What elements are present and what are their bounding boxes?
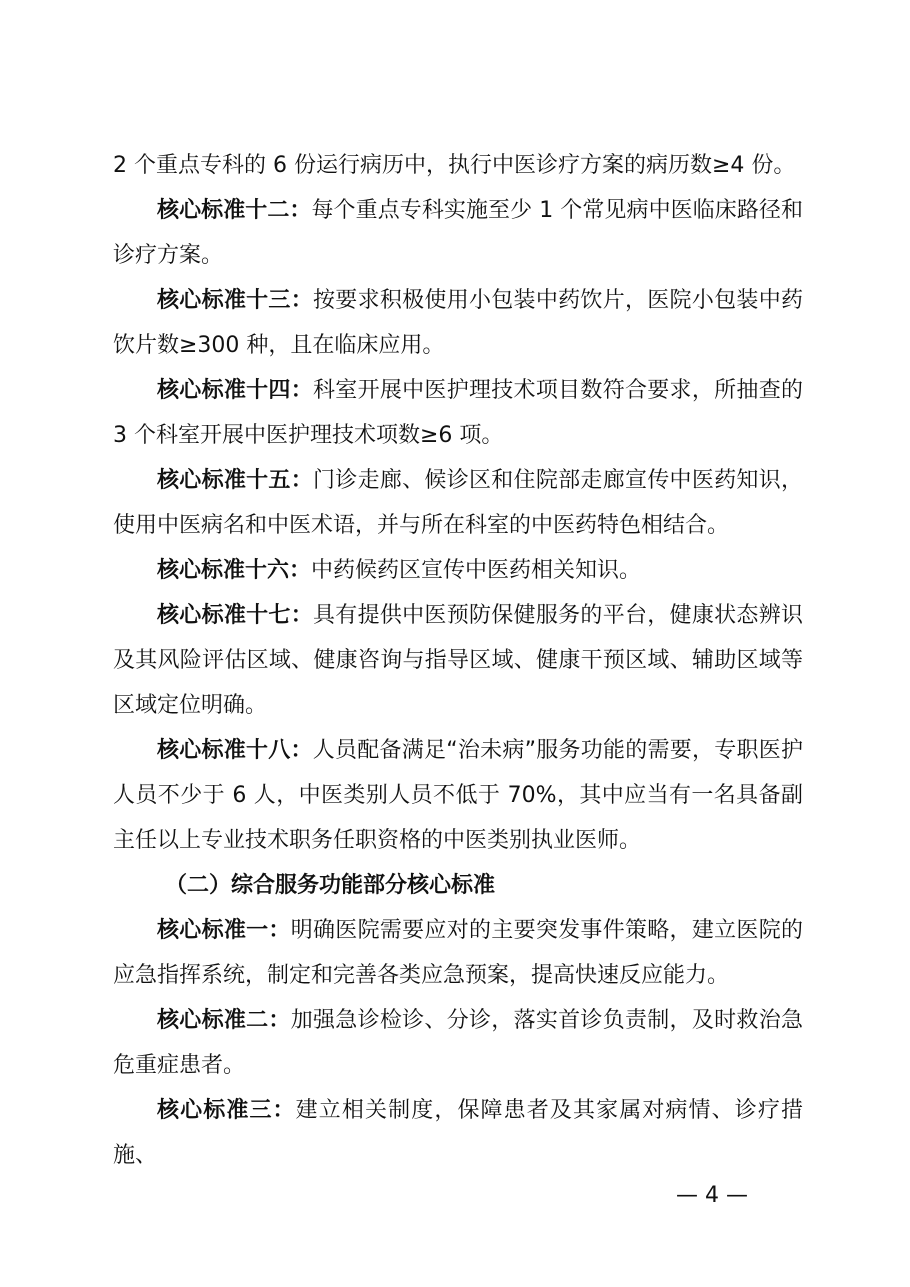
core-standard-label: 核心标准十五： [157,468,313,493]
comprehensive-standard-1 [113,908,803,998]
core-standard-text: 具有提供中医预防保健服务的平台，健康状态辨识及其风险评估区域、健康咨询与指导区域、健康干预区域、辅助区域等区域定位明确。 [113,603,803,718]
core-standard-text: 每个重点专科实施至少 1 个常见病中医临床路径和诊疗方案。 [113,198,803,268]
core-standard-text: 按要求积极使用小包装中药饮片，医院小包装中药饮片数≥300 种，且在临床应用。 [113,288,803,358]
page-number: — 4 — [676,1183,748,1208]
core-standard-label: 核心标准十七： [157,603,313,628]
core-standard-12 [113,188,803,278]
core-standard-label: 核心标准十二： [157,198,312,223]
core-standard-label: 核心标准二： [157,1008,291,1033]
core-standard-16 [113,548,803,593]
core-standard-14 [113,368,803,458]
core-standard-18 [113,728,803,863]
core-standard-text: 中药候药区宣传中医药相关知识。 [311,558,642,583]
core-standard-label: 核心标准三： [157,1098,296,1123]
core-standard-text: 建立相关制度，保障患者及其家属对病情、诊疗措施、 [113,1098,803,1168]
core-standard-label: 核心标准一： [157,918,291,943]
section-heading: （二）综合服务功能部分核心标准 [165,873,496,898]
comprehensive-standard-3 [113,1088,803,1178]
comprehensive-standard-2 [113,998,803,1088]
core-standard-text: 加强急诊检诊、分诊，落实首诊负责制，及时救治急危重症患者。 [113,1008,803,1078]
core-standard-text: 科室开展中医护理技术项目数符合要求，所抽查的 3 个科室开展中医护理技术项数≥6 项。 [113,378,803,448]
document-page [113,143,803,1178]
core-standard-17 [113,593,803,728]
paragraph-text: 2 个重点专科的 6 份运行病历中，执行中医诊疗方案的病历数≥4 份。 [113,153,796,178]
core-standard-15 [113,458,803,548]
core-standard-label: 核心标准十八： [157,738,313,763]
core-standard-text: 明确医院需要应对的主要突发事件策略，建立医院的应急指挥系统，制定和完善各类应急预案，提高快速反应能力。 [113,918,803,988]
core-standard-text: 人员配备满足“治未病”服务功能的需要，专职医护人员不少于 6 人，中医类别人员不低于 70%，其中应当有一名具备副主任以上专业技术职务任职资格的中医类别执业医师。 [113,738,803,853]
core-standard-label: 核心标准十三： [157,288,313,313]
core-standard-13 [113,278,803,368]
core-standard-label: 核心标准十四： [157,378,313,403]
paragraph-continued [113,143,803,188]
core-standard-label: 核心标准十六： [157,558,312,583]
core-standard-text: 门诊走廊、候诊区和住院部走廊宣传中医药知识，使用中医病名和中医术语，并与所在科室的中医药特色相结合。 [113,468,803,538]
